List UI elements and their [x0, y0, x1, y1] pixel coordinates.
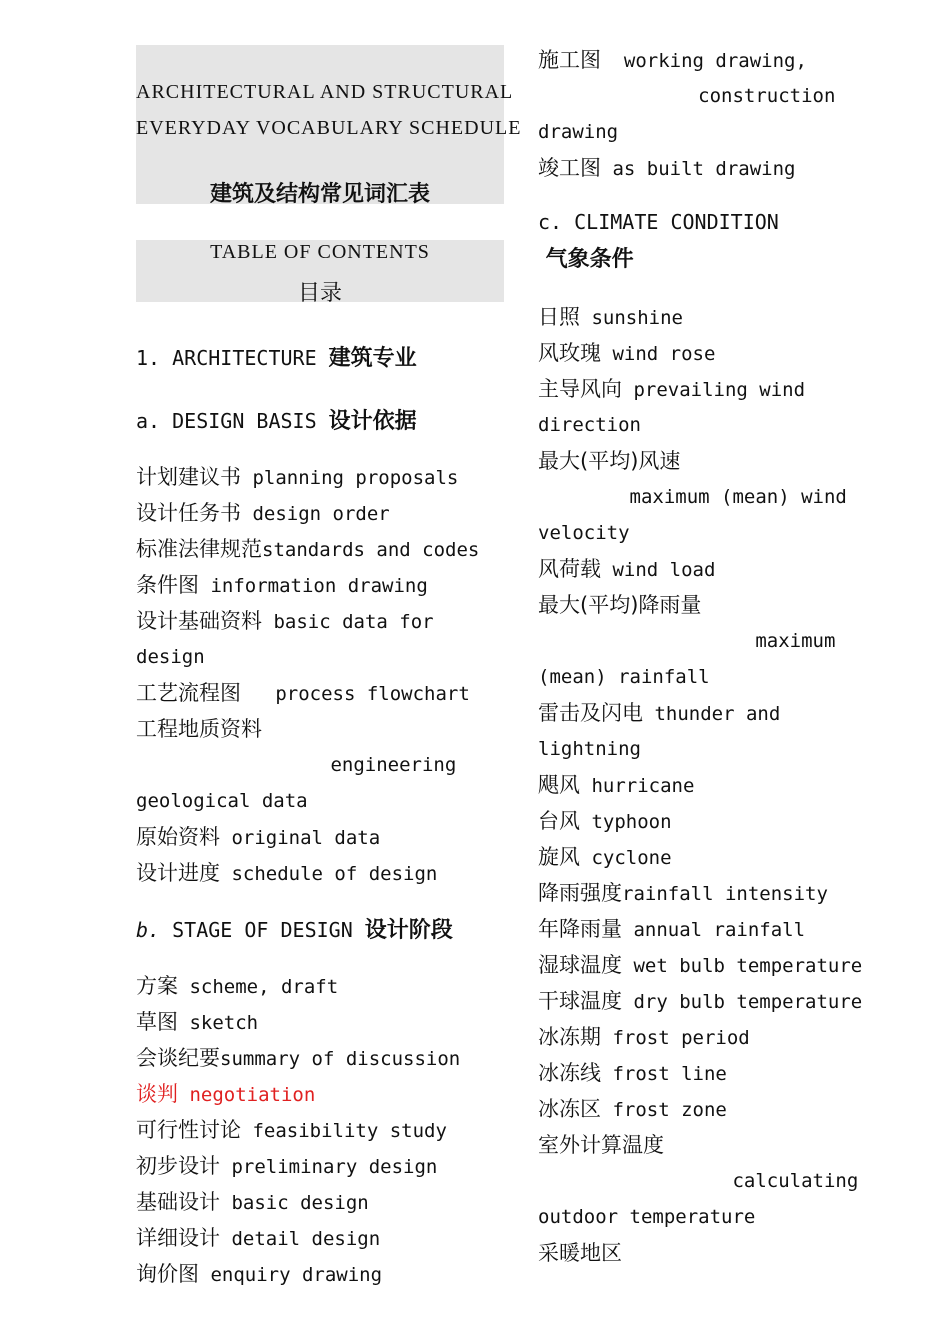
- vocabulary-entry: [538, 1061, 727, 1085]
- vocabulary-entry: [538, 485, 847, 509]
- vocabulary-entry: [538, 953, 862, 977]
- section-heading: [538, 210, 779, 234]
- chinese-term: 工艺流程图: [136, 681, 241, 705]
- vocabulary-entry: [538, 1205, 755, 1229]
- vocabulary-entry: [136, 717, 262, 741]
- section-heading: [136, 409, 417, 433]
- heading-chinese: 设计阶段: [364, 918, 453, 943]
- english-term: enquiry drawing: [199, 1264, 383, 1286]
- english-term: basic data for: [262, 611, 434, 633]
- vocabulary-entry: [538, 1169, 858, 1193]
- vocabulary-entry: [136, 974, 338, 998]
- chinese-term: 风荷载: [538, 557, 601, 581]
- english-term: engineering: [136, 754, 457, 776]
- english-term: preliminary design: [220, 1156, 438, 1178]
- english-term: rainfall intensity: [622, 883, 828, 905]
- english-term: frost line: [601, 1063, 727, 1085]
- vocabulary-entry: [538, 1025, 750, 1049]
- chinese-term: 基础设计: [136, 1190, 220, 1214]
- english-term: detail design: [220, 1228, 381, 1250]
- vocabulary-entry: [136, 789, 308, 813]
- chinese-term: 方案: [136, 974, 178, 998]
- chinese-term: 干球温度: [538, 989, 622, 1013]
- vocabulary-entry: [538, 1097, 727, 1121]
- chinese-term: 设计任务书: [136, 501, 241, 525]
- chinese-term: 草图: [136, 1010, 178, 1034]
- chinese-term: 采暖地区: [538, 1241, 622, 1265]
- heading-english: 1. ARCHITECTURE: [136, 346, 329, 370]
- chinese-term: 谈判: [136, 1082, 178, 1106]
- heading-english: a. DESIGN BASIS: [136, 409, 329, 433]
- chinese-term: 年降雨量: [538, 917, 622, 941]
- heading-english: b. STAGE OF DESIGN: [136, 918, 365, 942]
- toc-chinese: 目录: [297, 281, 342, 306]
- chinese-term: 台风: [538, 809, 580, 833]
- vocabulary-entry: [136, 609, 434, 633]
- english-term: process flowchart: [241, 683, 470, 705]
- english-term: lightning: [538, 738, 641, 760]
- vocabulary-entry: [136, 681, 470, 705]
- chinese-term: 计划建议书: [136, 465, 241, 489]
- chinese-term: 冰冻线: [538, 1061, 601, 1085]
- english-term: frost period: [601, 1027, 750, 1049]
- english-term: wind load: [601, 559, 716, 581]
- english-term: construction: [538, 85, 836, 107]
- english-term: wind rose: [601, 343, 716, 365]
- vocabulary-entry: [136, 537, 479, 561]
- vocabulary-entry: [538, 84, 835, 108]
- vocabulary-entry: [538, 1241, 622, 1265]
- vocabulary-entry: [136, 501, 390, 525]
- chinese-term: 设计进度: [136, 861, 220, 885]
- english-term: maximum (mean) wind: [538, 486, 847, 508]
- chinese-term: 最大(平均)风速: [538, 449, 681, 473]
- vocabulary-entry: [538, 1133, 664, 1157]
- english-term: direction: [538, 414, 641, 436]
- chinese-term: 日照: [538, 305, 580, 329]
- chinese-term: 冰冻期: [538, 1025, 601, 1049]
- english-term: as built drawing: [601, 158, 796, 180]
- vocabulary-entry: [136, 1010, 258, 1034]
- english-term: original data: [220, 827, 381, 849]
- english-term: (mean) rainfall: [538, 666, 710, 688]
- chinese-term: 设计基础资料: [136, 609, 262, 633]
- vocabulary-entry: [538, 989, 862, 1013]
- vocabulary-entry: [538, 377, 805, 401]
- chinese-term: 原始资料: [136, 825, 220, 849]
- chinese-term: 竣工图: [538, 156, 601, 180]
- english-term: calculating: [538, 1170, 859, 1192]
- vocabulary-entry: [136, 1118, 447, 1142]
- english-term: feasibility study: [241, 1120, 447, 1142]
- heading-chinese: 设计依据: [328, 409, 417, 434]
- chinese-term: 会谈纪要: [136, 1046, 220, 1070]
- english-term: design: [136, 646, 205, 668]
- english-term: frost zone: [601, 1099, 727, 1121]
- english-term: negotiation: [178, 1084, 316, 1106]
- english-term: design order: [241, 503, 390, 525]
- vocabulary-entry: [136, 825, 380, 849]
- vocabulary-entry: [538, 665, 710, 689]
- vocabulary-entry: [538, 305, 683, 329]
- section-heading: [136, 346, 417, 370]
- vocabulary-entry: [538, 120, 618, 144]
- toc-title: TABLE OF CONTENTS: [210, 241, 430, 263]
- vocabulary-entry: [538, 593, 701, 617]
- chinese-term: 冰冻区: [538, 1097, 601, 1121]
- title-line-1: ARCHITECTURAL AND STRUCTURAL: [136, 81, 514, 103]
- english-term: velocity: [538, 522, 630, 544]
- chinese-term: 可行性讨论: [136, 1118, 241, 1142]
- chinese-term: 飓风: [538, 773, 580, 797]
- english-term: information drawing: [199, 575, 428, 597]
- chinese-term: 施工图: [538, 48, 601, 72]
- chinese-term: 询价图: [136, 1262, 199, 1286]
- english-term: summary of discussion: [220, 1048, 461, 1070]
- chinese-term: 湿球温度: [538, 953, 622, 977]
- vocabulary-entry: [136, 1190, 369, 1214]
- vocabulary-entry: [538, 629, 835, 653]
- english-term: annual rainfall: [622, 919, 806, 941]
- vocabulary-entry: [538, 701, 780, 725]
- heading-chinese: 建筑专业: [328, 346, 417, 371]
- vocabulary-entry: [136, 861, 437, 885]
- chinese-term: 条件图: [136, 573, 199, 597]
- vocabulary-entry: [136, 1262, 382, 1286]
- english-term: cyclone: [580, 847, 672, 869]
- vocabulary-entry: [136, 753, 456, 777]
- vocabulary-entry: [538, 737, 641, 761]
- english-term: typhoon: [580, 811, 672, 833]
- vocabulary-entry: [136, 1226, 380, 1250]
- english-term: thunder and: [643, 703, 781, 725]
- section-heading: [538, 247, 634, 271]
- vocabulary-entry: [136, 1046, 460, 1070]
- english-term: scheme, draft: [178, 976, 339, 998]
- heading-chinese: 气象条件: [538, 247, 634, 272]
- chinese-term: 风玫瑰: [538, 341, 601, 365]
- title-box: [136, 45, 522, 207]
- vocabulary-entry: [538, 557, 715, 581]
- vocabulary-entry: [538, 156, 795, 180]
- vocabulary-entry: [136, 645, 205, 669]
- vocabulary-entry: [538, 413, 641, 437]
- vocabulary-entry: [136, 465, 458, 489]
- chinese-term: 主导风向: [538, 377, 622, 401]
- english-term: sunshine: [580, 307, 683, 329]
- english-term: schedule of design: [220, 863, 438, 885]
- vocabulary-entry: [538, 449, 680, 473]
- english-term: wet bulb temperature: [622, 955, 863, 977]
- vocabulary-entry: [136, 1154, 437, 1178]
- section-heading: [136, 918, 453, 942]
- chinese-term: 室外计算温度: [538, 1133, 664, 1157]
- english-term: standards and codes: [262, 539, 480, 561]
- english-term: prevailing wind: [622, 379, 806, 401]
- english-term: basic design: [220, 1192, 369, 1214]
- vocabulary-entry: [136, 1082, 315, 1106]
- chinese-term: 雷击及闪电: [538, 701, 643, 725]
- english-term: maximum: [538, 630, 836, 652]
- english-term: sketch: [178, 1012, 259, 1034]
- chinese-term: 详细设计: [136, 1226, 220, 1250]
- english-term: planning proposals: [241, 467, 459, 489]
- english-term: working drawing,: [601, 50, 807, 72]
- heading-english: c. CLIMATE CONDITION: [538, 210, 779, 234]
- vocabulary-entry: [538, 48, 807, 72]
- chinese-term: 初步设计: [136, 1154, 220, 1178]
- english-term: drawing: [538, 121, 619, 143]
- vocabulary-entry: [538, 845, 672, 869]
- vocabulary-entry: [538, 773, 694, 797]
- vocabulary-entry: [538, 521, 630, 545]
- english-term: dry bulb temperature: [622, 991, 863, 1013]
- chinese-term: 最大(平均)降雨量: [538, 593, 702, 617]
- title-chinese: 建筑及结构常见词汇表: [209, 182, 430, 207]
- chinese-term: 工程地质资料: [136, 717, 262, 741]
- chinese-term: 旋风: [538, 845, 580, 869]
- vocabulary-entry: [538, 341, 715, 365]
- chinese-term: 降雨强度: [538, 881, 622, 905]
- chinese-term: 标准法律规范: [136, 537, 262, 561]
- vocabulary-entry: [136, 573, 428, 597]
- vocabulary-entry: [538, 917, 805, 941]
- english-term: outdoor temperature: [538, 1206, 756, 1228]
- english-term: hurricane: [580, 775, 695, 797]
- vocabulary-entry: [538, 809, 672, 833]
- title-line-2: EVERYDAY VOCABULARY SCHEDULE: [136, 117, 522, 139]
- vocabulary-entry: [538, 881, 828, 905]
- toc-box: [136, 240, 504, 306]
- english-term: geological data: [136, 790, 308, 812]
